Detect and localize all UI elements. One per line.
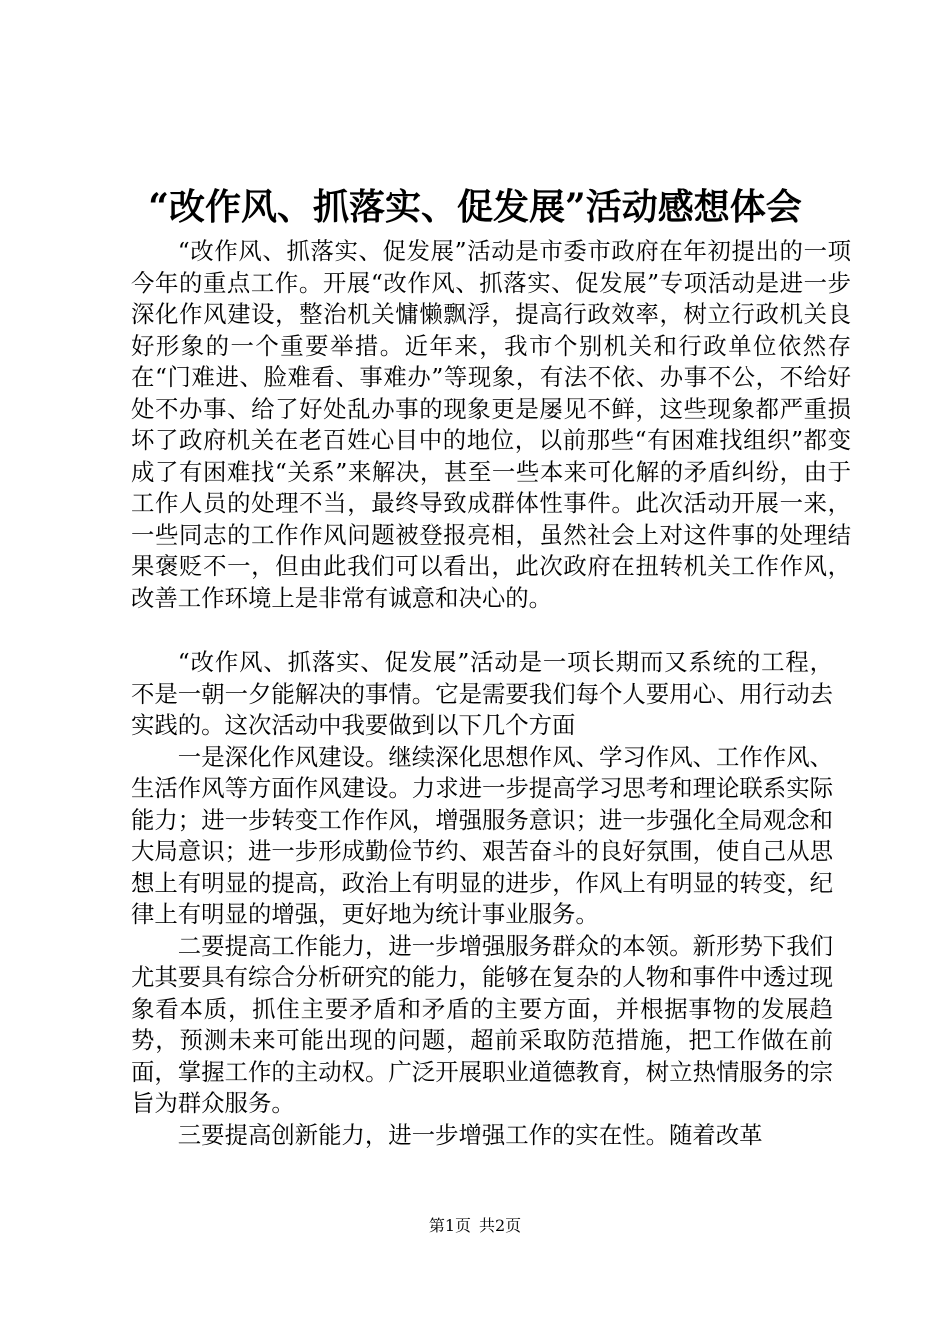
paragraph-3: 一是深化作风建设。继续深化思想作风、学习作风、工作作风、生活作风等方面作风建设。力求进一步提高学习思考和理论联系实际能力；进一步转变工作作风，增强服务意识；进一步强化全局观念和大局意识；进一步形成勤俭节约、艰苦奋斗的良好氛围，使自己从思想上有明显的提高，政治上有明显的进步，作风上有明显的转变，纪律上有明显的增强，更好地为统计事业服务。 (131, 742, 833, 928)
page-footer (0, 1214, 950, 1238)
page-total: 共2页 (479, 1216, 522, 1235)
page-number: 第1页 (428, 1216, 471, 1235)
paragraph-1: “改作风、抓落实、促发展”活动是市委市政府在年初提出的一项今年的重点工作。开展“改作风、抓落实、促发展”专项活动是进一步深化作风建设，整治机关慵懒飘浮，提高行政效率，树立行政机关良好形象的一个重要举措。近年来，我市个别机关和行政单位依然存在“门难进、脸难看、事难办”等现象，有法不依、办事不公，不给好处不办事、给了好处乱办事的现象更是屡见不鲜，这些现象都严重损坏了政府机关在老百姓心目中的地位，以前那些“有困难找组织”都变成了有困难找“关系”来解决，甚至一些本来可化解的矛盾纠纷，由于工作人员的处理不当，最终导致成群体性事件。此次活动开展一来，一些同志的工作作风问题被登报亮相，虽然社会上对这件事的处理结果褒贬不一，但由此我们可以看出，此次政府在扭转机关工作作风，改善工作环境上是非常有诚意和决心的。 (131, 237, 851, 612)
paragraph-spacer (131, 614, 833, 647)
paragraph-2: “改作风、抓落实、促发展”活动是一项长期而又系统的工程，不是一朝一夕能解决的事情。它是需要我们每个人要用心、用行动去实践的。这次活动中我要做到以下几个方面 (131, 648, 833, 739)
paragraph-4: 二要提高工作能力，进一步增强服务群众的本领。新形势下我们尤其要具有综合分析研究的能力，能够在复杂的人物和事件中透过现象看本质，抓住主要矛盾和矛盾的主要方面，并根据事物的发展趋势，预测未来可能出现的问题，超前采取防范措施，把工作做在前面，掌握工作的主动权。广泛开展职业道德教育，树立热情服务的宗旨为群众服务。 (131, 931, 833, 1117)
document-title: “改作风、抓落实、促发展”活动感想体会 (148, 186, 802, 228)
paragraph-5: 三要提高创新能力，进一步增强工作的实在性。随着改革 (177, 1120, 763, 1149)
document-body (131, 236, 851, 1151)
